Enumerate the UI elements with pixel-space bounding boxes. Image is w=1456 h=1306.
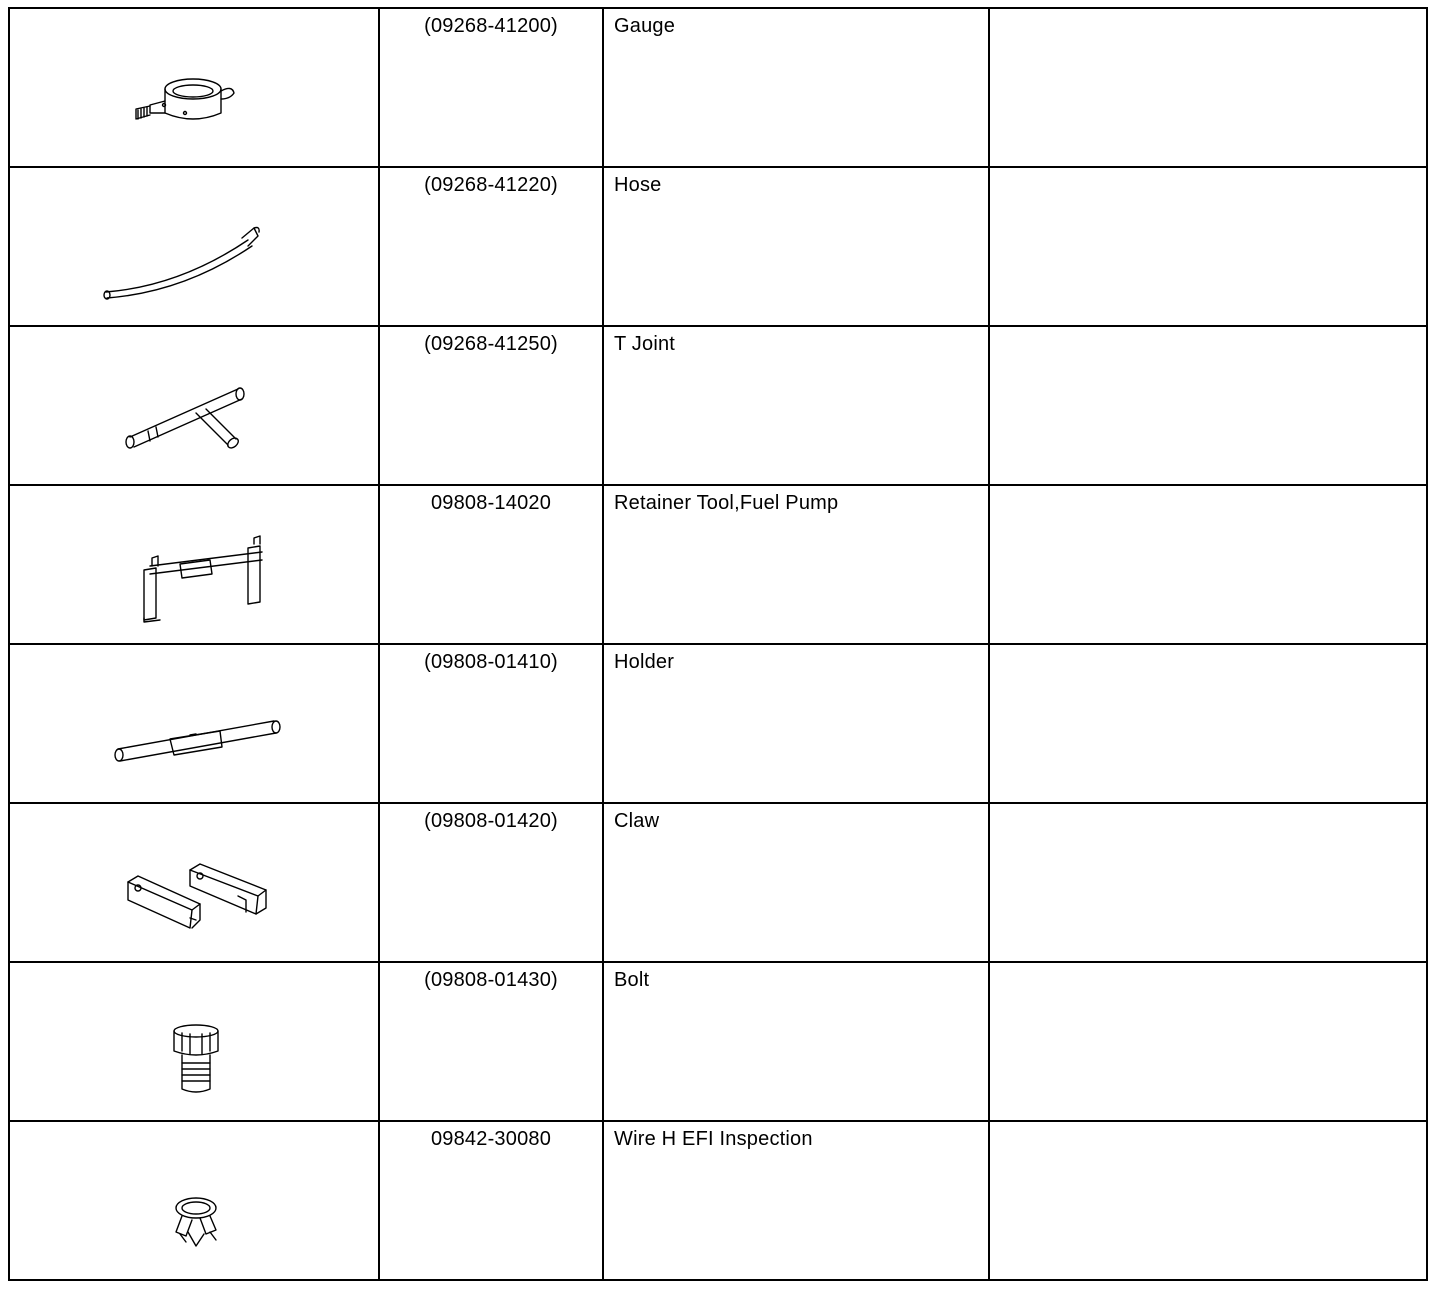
- part-number-cell: [379, 167, 603, 326]
- part-number-cell: [379, 8, 603, 167]
- table-row: [9, 485, 1427, 644]
- fuel-pressure-gauge-icon: [10, 9, 380, 166]
- tool-illustration-cell: [9, 644, 379, 803]
- tool-illustration-cell: [9, 326, 379, 485]
- tool-name-cell: [603, 962, 989, 1121]
- tool-name-cell: [603, 485, 989, 644]
- tool-name: Gauge: [614, 15, 676, 37]
- tool-illustration-cell: [9, 8, 379, 167]
- part-number-cell: [379, 485, 603, 644]
- table-row: [9, 1121, 1427, 1280]
- tool-name: Claw: [614, 810, 660, 832]
- tool-illustration-cell: [9, 485, 379, 644]
- part-number: (09268-41200): [424, 15, 558, 37]
- part-number-cell: [379, 644, 603, 803]
- tool-name: Holder: [614, 651, 675, 673]
- tool-illustration-cell: [9, 962, 379, 1121]
- table-row: [9, 167, 1427, 326]
- table-row: [9, 644, 1427, 803]
- note-cell: [989, 8, 1427, 167]
- part-number: (09808-01430): [424, 969, 558, 991]
- note-cell: [989, 962, 1427, 1121]
- holder-icon: [10, 645, 380, 802]
- note-cell: [989, 803, 1427, 962]
- note-cell: [989, 485, 1427, 644]
- tool-name-cell: [603, 644, 989, 803]
- table-row: [9, 8, 1427, 167]
- t-joint-icon: [10, 327, 380, 484]
- part-number-cell: [379, 1121, 603, 1280]
- note-cell: [989, 1121, 1427, 1280]
- note-cell: [989, 326, 1427, 485]
- part-number: (09268-41220): [424, 174, 558, 196]
- tool-name: Bolt: [614, 969, 650, 991]
- table-row: [9, 803, 1427, 962]
- part-number-cell: [379, 962, 603, 1121]
- claw-icon: [10, 804, 380, 961]
- hose-icon: [10, 168, 380, 325]
- part-number: (09808-01420): [424, 810, 558, 832]
- tool-name: Wire H EFI Inspection: [614, 1128, 813, 1150]
- part-number: 09808-14020: [430, 492, 552, 514]
- tool-name-cell: [603, 803, 989, 962]
- special-tools-table: [8, 7, 1428, 1281]
- note-cell: [989, 644, 1427, 803]
- part-number-cell: [379, 803, 603, 962]
- wire-harness-icon: [10, 1122, 380, 1279]
- part-number: (09808-01410): [424, 651, 558, 673]
- tool-name-cell: [603, 1121, 989, 1280]
- retainer-tool-icon: [10, 486, 380, 643]
- part-number: (09268-41250): [424, 333, 558, 355]
- tool-name: Retainer Tool,Fuel Pump: [614, 492, 839, 514]
- table-row: [9, 326, 1427, 485]
- part-number-cell: [379, 326, 603, 485]
- tool-name-cell: [603, 326, 989, 485]
- part-number: 09842-30080: [430, 1128, 552, 1150]
- table-row: [9, 962, 1427, 1121]
- note-cell: [989, 167, 1427, 326]
- tool-name: Hose: [614, 174, 662, 196]
- tool-name-cell: [603, 167, 989, 326]
- tool-name-cell: [603, 8, 989, 167]
- tool-name: T Joint: [614, 333, 676, 355]
- tool-illustration-cell: [9, 1121, 379, 1280]
- tool-illustration-cell: [9, 167, 379, 326]
- tool-illustration-cell: [9, 803, 379, 962]
- bolt-icon: [10, 963, 380, 1120]
